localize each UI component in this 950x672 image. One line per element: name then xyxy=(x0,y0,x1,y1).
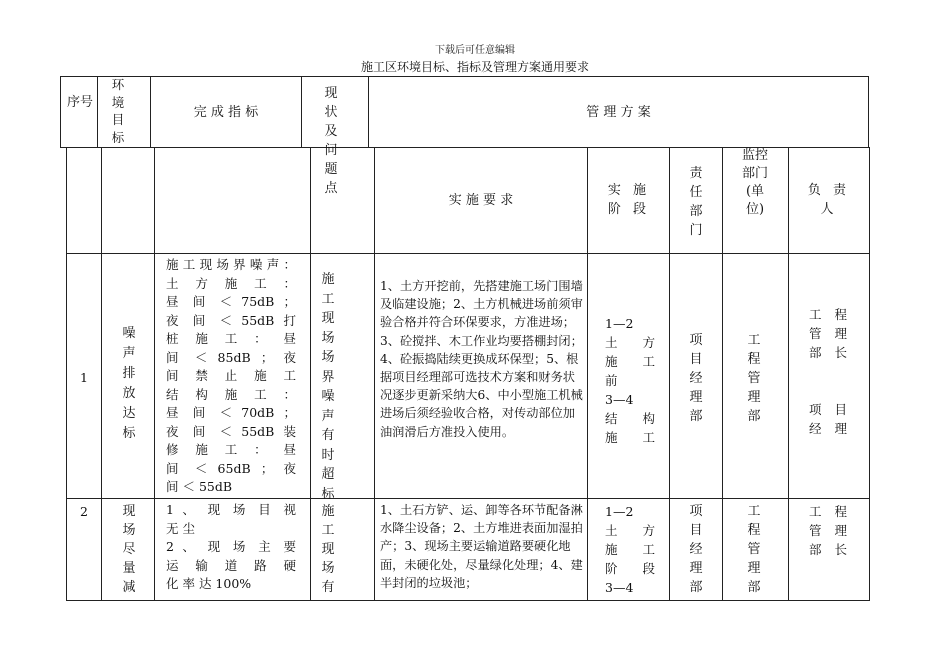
owner-line: 经 理 xyxy=(809,421,847,436)
indicator-line: 化 率 达 100% xyxy=(166,576,252,591)
indicator-line: 2 、 现 场 主 要 xyxy=(166,539,296,554)
row1-target: 噪声排放达标 xyxy=(122,326,136,441)
header-requirement: 实 施 要 求 xyxy=(448,193,514,208)
stage-line: 施 工 xyxy=(605,354,655,369)
indicator-line: 1 、 现 场 目 视 xyxy=(166,502,296,517)
row1-seq: 1 xyxy=(80,370,88,385)
indicator-line: 间 ＜ 55dB xyxy=(166,479,233,494)
indicator-line: 间 ＜ 85dB ； 夜 xyxy=(166,349,296,365)
owner-line xyxy=(809,362,847,400)
indicator-line: 桩 施 工 ： 昼 xyxy=(166,331,296,346)
header-indicator: 完 成 指 标 xyxy=(193,105,259,120)
header-target: 环境目标 xyxy=(111,77,125,145)
row2-dept: 项目经理部 xyxy=(689,504,703,595)
indicator-line: 结 构 施 工 ： xyxy=(166,386,296,402)
header-stage: 实 施 阶 段 xyxy=(607,183,651,217)
owner-line: 管 理 xyxy=(809,326,847,341)
row1-monitor: 工程管理部 xyxy=(747,333,761,424)
stage-line: 阶 段 xyxy=(605,561,655,576)
row2-owner xyxy=(809,502,847,559)
row1-problem: 施工现场场界噪声有时超标 xyxy=(321,272,335,502)
indicator-line: 施 工 现 场 界 噪 声 ： xyxy=(166,257,296,272)
row2-target: 现场尽量减 xyxy=(122,504,136,595)
indicator-line: 无 尘 xyxy=(166,520,195,536)
owner-line: 部 长 xyxy=(809,542,847,557)
stage-line: 1—2 xyxy=(605,316,634,331)
stage-line: 3—4 xyxy=(605,580,634,595)
stage-line: 3—4 xyxy=(605,392,634,407)
stage-line: 施 工 xyxy=(605,430,655,445)
indicator-line: 土 方 施 工 ： xyxy=(166,275,296,291)
header-owner: 负 责 人 xyxy=(807,183,851,217)
row2-problem: 施工现场有 xyxy=(321,504,335,595)
row1-dept: 项目经理部 xyxy=(689,333,703,424)
stage-line: 施 工 xyxy=(605,542,655,557)
stage-line: 前 xyxy=(605,373,618,388)
row1-stage xyxy=(605,314,655,447)
top-note: 下载后可任意编辑 xyxy=(435,45,515,56)
stage-line: 1—2 xyxy=(605,504,634,519)
header-dept: 责任部门 xyxy=(689,166,703,238)
owner-line: 部 长 xyxy=(809,345,847,360)
indicator-line: 修 施 工 ： 昼 xyxy=(166,442,296,457)
header-seq: 序号 xyxy=(67,95,94,110)
row2-seq: 2 xyxy=(80,504,88,519)
indicator-line: 运 输 道 路 硬 xyxy=(166,557,296,573)
header-monitor: 监控部门(单位) xyxy=(741,148,768,217)
document-title: 施工区环境目标、指标及管理方案通用要求 xyxy=(360,60,589,74)
row2-indicator xyxy=(166,501,296,594)
row1-requirements: 1、土方开挖前，先搭建施工场门围墙及临建设施；2、土方机械进场前须审验合格并符合环保要求，方准进场；3、砼搅拌、木工作业均要搭棚封闭；4、砼振捣陆续更换成环保型；5、根据项目经理部可选技术方案和财务状况逐步更新采纳大6、中小型施工机械进场后须经验收合格，对传动部位加油润滑后方准投入使用。 xyxy=(380,279,583,439)
indicator-line: 间 禁 止 施 工 xyxy=(166,368,296,383)
indicator-line: 昼 间 ＜ 75dB ； xyxy=(166,294,296,309)
row2-requirements: 1、土石方铲、运、卸等各环节配备淋水降尘设备；2、土方堆进表面加湿拍产；3、现场主要运输道路要硬化地面，未硬化处，尽量绿化处理；4、建半封闭的垃圾池； xyxy=(380,503,583,590)
owner-line: 工 程 xyxy=(809,307,847,322)
indicator-line: 夜 间 ＜ 55dB 打 xyxy=(166,312,296,328)
indicator-line: 昼 间 ＜ 70dB ； xyxy=(166,405,296,420)
indicator-line: 间 ＜ 65dB ； 夜 xyxy=(166,460,296,476)
owner-line: 项 目 xyxy=(809,402,847,417)
stage-line: 土 方 xyxy=(605,523,655,538)
row2-monitor: 工程管理部 xyxy=(747,504,761,595)
stage-line: 土 方 xyxy=(605,335,655,350)
indicator-line: 夜 间 ＜ 55dB 装 xyxy=(166,423,296,439)
row2-stage xyxy=(605,502,655,597)
header-plan: 管 理 方 案 xyxy=(586,105,651,120)
owner-line: 工 程 xyxy=(809,504,847,519)
row1-indicator xyxy=(166,256,296,497)
stage-line: 结 构 xyxy=(605,411,655,426)
header-problem: 现 状 及 问 题 点 xyxy=(324,86,344,196)
row1-owner xyxy=(809,305,847,438)
owner-line: 管 理 xyxy=(809,523,847,538)
